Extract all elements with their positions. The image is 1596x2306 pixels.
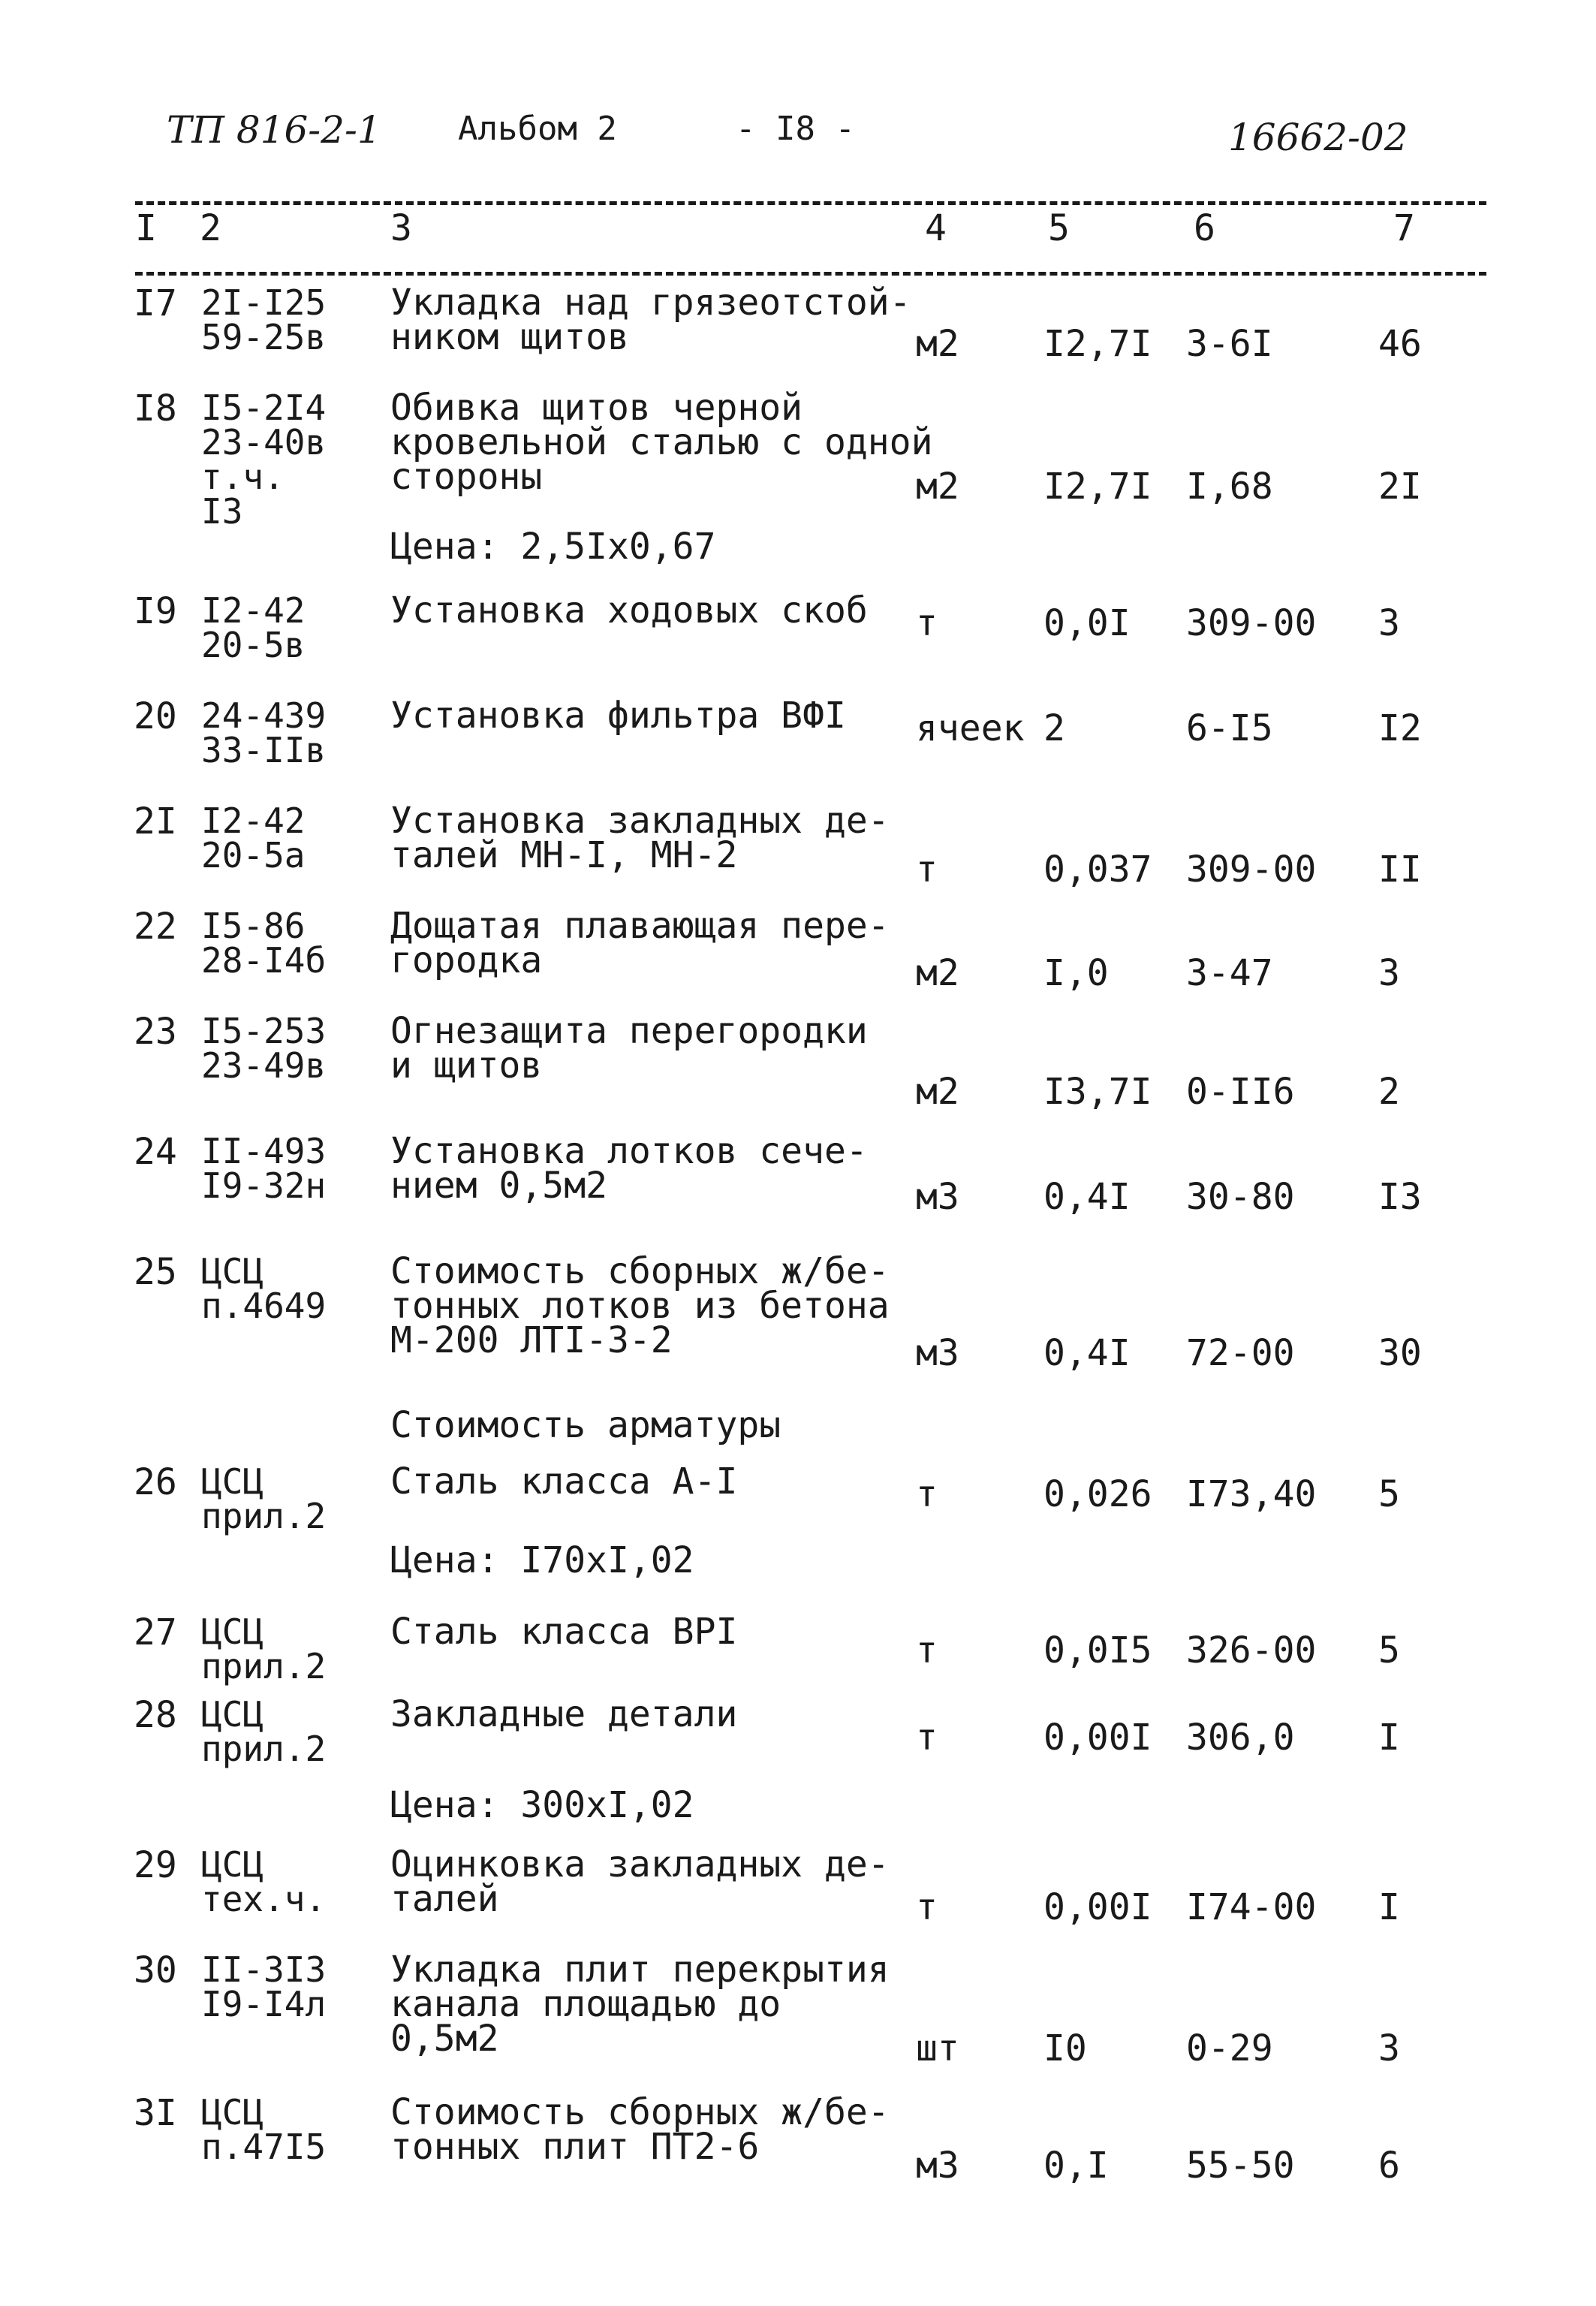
column-number-6: 6 [1194,207,1215,249]
work-name-line: Сталь класса ВРI [390,1611,738,1653]
norm-code-line: т.ч. [201,457,285,497]
work-name-line: талей МН-I, МН-2 [390,834,738,876]
work-name [390,387,933,498]
price-note: Стоимость арматуры [390,1404,781,1446]
work-name [390,1460,738,1503]
work-name [390,2091,890,2168]
norm-code-line: 20-5в [201,625,306,665]
row-number: I9 [134,590,177,632]
unit-price: 306,0 [1186,1717,1295,1759]
quantity: I3,7I [1043,1071,1152,1113]
row-number: I7 [134,282,177,324]
row-number: 20 [134,695,177,737]
work-name-line: Стоимость сборных ж/бе- [390,1250,890,1292]
unit: т [916,1886,938,1928]
total-cost: I [1378,1717,1400,1759]
unit: т [916,849,938,891]
work-name-line: нием 0,5м2 [390,1165,607,1207]
row-number: 2I [134,800,177,843]
norm-code-line: I3 [201,491,243,532]
row-number: I8 [134,387,177,430]
norm-code-line: 23-40в [201,422,327,463]
total-cost: I2 [1378,707,1422,749]
total-cost: 5 [1378,1629,1400,1671]
work-name-line: Обивка щитов черной [390,387,803,429]
work-name-line: тонных лотков из бетона [390,1285,890,1327]
norm-code-line: 2I-I25 [201,282,327,323]
quantity: 0,4I [1043,1332,1131,1374]
unit-price: 0-II6 [1186,1071,1295,1113]
work-name [390,1130,868,1207]
work-name-line: Укладка над грязеотстой- [390,282,911,324]
norm-code-line: прил.2 [201,1729,327,1769]
work-name-line: Установка лотков сече- [390,1130,868,1172]
column-number-4: 4 [925,207,947,249]
unit: м3 [916,1176,959,1218]
album-label: Альбом 2 [458,110,617,148]
quantity: I2,7I [1043,323,1152,365]
work-name [390,800,890,876]
unit-price: 3-47 [1186,952,1273,994]
work-name-line: кровельной сталью с одной [390,421,933,463]
quantity: 0,00I [1043,1886,1152,1928]
norm-code [201,590,306,665]
quantity: 0,026 [1043,1473,1152,1515]
norm-code-line: 33-IIв [201,730,327,770]
total-cost: 3 [1378,602,1400,644]
norm-code-line: I2-42 [201,590,306,631]
unit: м3 [916,1332,959,1374]
total-cost: I3 [1378,1176,1422,1218]
unit-price: I74-00 [1186,1886,1317,1928]
row-number: 30 [134,1949,177,1991]
work-name-line: стороны [390,456,543,498]
norm-code-line: ЦСЦ [201,1251,264,1292]
row-number: 29 [134,1844,177,1886]
norm-code [201,1694,327,1769]
norm-code [201,1611,327,1687]
unit-price: 55-50 [1186,2145,1295,2187]
column-number-7: 7 [1393,207,1415,249]
total-cost: 5 [1378,1473,1400,1515]
quantity: I2,7I [1043,466,1152,508]
work-name [390,1611,738,1653]
quantity: 2 [1043,707,1065,749]
price-note: Цена: 2,5Iх0,67 [390,526,716,568]
unit: м2 [916,323,959,365]
work-name-line: Оцинковка закладных де- [390,1843,890,1885]
total-cost: I [1378,1886,1400,1928]
work-name-line: тонных плит ПТ2-6 [390,2126,760,2168]
work-name [390,1949,890,2060]
page-number: - I8 - [736,110,855,148]
row-number: 27 [134,1611,177,1653]
quantity: I,0 [1043,952,1109,994]
unit-price: 30-80 [1186,1176,1295,1218]
norm-code-line: п.4649 [201,1286,327,1326]
work-name [390,1010,868,1087]
work-name-line: Сталь класса А-I [390,1460,738,1503]
total-cost: 2 [1378,1071,1400,1113]
norm-code-line: ЦСЦ [201,1694,264,1735]
total-cost: 30 [1378,1332,1422,1374]
row-number: 28 [134,1694,177,1736]
norm-code [201,1251,327,1326]
unit-price: I73,40 [1186,1473,1317,1515]
norm-code-line: I5-2I4 [201,387,327,428]
unit: м3 [916,2145,959,2187]
unit-price: 72-00 [1186,1332,1295,1374]
work-name-line: Установка ходовых скоб [390,589,868,632]
price-note: Цена: 300хI,02 [390,1784,694,1826]
header-bottom-divider [135,272,1486,276]
document-code: ТП 816-2-1 [167,108,381,152]
header-top-divider [135,201,1486,205]
quantity: 0,037 [1043,849,1152,891]
unit-price: 309-00 [1186,602,1317,644]
row-number: 25 [134,1251,177,1293]
norm-code [201,1011,327,1086]
norm-code [201,800,306,876]
norm-code-line: прил.2 [201,1496,327,1536]
norm-code-line: ЦСЦ [201,1844,264,1885]
unit-price: 309-00 [1186,849,1317,891]
norm-code-line: ЦСЦ [201,2092,264,2133]
norm-code [201,387,327,532]
norm-code-line: тех.ч. [201,1879,327,1919]
total-cost: 3 [1378,952,1400,994]
column-number-3: 3 [390,207,412,249]
unit: м2 [916,952,959,994]
unit: шт [916,2027,959,2069]
unit: т [916,1717,938,1759]
norm-code-line: 23-49в [201,1045,327,1086]
norm-code-line: прил.2 [201,1646,327,1687]
norm-code-line: I5-253 [201,1011,327,1051]
work-name-line: ником щитов [390,316,629,358]
total-cost: II [1378,849,1422,891]
total-cost: 3 [1378,2027,1400,2069]
work-name-line: Огнезащита перегородки [390,1010,868,1052]
work-name [390,695,846,737]
row-number: 23 [134,1011,177,1053]
norm-code-line: I9-I4л [201,1984,327,2024]
column-number-2: 2 [200,207,221,249]
work-name [390,1843,890,1920]
work-name-line: Стоимость сборных ж/бе- [390,2091,890,2133]
unit: т [916,1629,938,1671]
work-name [390,1693,738,1735]
norm-code-line: II-493 [201,1131,327,1171]
norm-code [201,1844,327,1919]
norm-code-line: II-3I3 [201,1949,327,1990]
unit-price: 3-6I [1186,323,1273,365]
work-name [390,905,890,981]
norm-code-line: 20-5а [201,835,306,876]
row-number: 3I [134,2092,177,2134]
document-number: 16662-02 [1228,116,1408,159]
column-number-1: I [135,207,157,249]
work-name-line: городка [390,939,543,981]
quantity: 0,00I [1043,1717,1152,1759]
unit: ячеек [916,707,1025,749]
norm-code [201,282,327,357]
norm-code-line: 28-I4б [201,940,327,981]
quantity: I0 [1043,2027,1087,2069]
quantity: 0,I [1043,2145,1109,2187]
work-name-line: Установка фильтра ВФI [390,695,846,737]
price-note: Цена: I70хI,02 [390,1539,694,1581]
norm-code-line: I9-32н [201,1165,327,1206]
norm-code [201,1949,327,2024]
norm-code-line: ЦСЦ [201,1611,264,1652]
work-name-line: талей [390,1878,499,1920]
norm-code-line: I2-42 [201,800,306,841]
work-name-line: 0,5м2 [390,2018,499,2060]
row-number: 24 [134,1131,177,1173]
work-name-line: Дощатая плавающая пере- [390,905,890,947]
quantity: 0,4I [1043,1176,1131,1218]
norm-code [201,1131,327,1206]
unit: т [916,602,938,644]
total-cost: 46 [1378,323,1422,365]
unit: м2 [916,466,959,508]
quantity: 0,0I [1043,602,1131,644]
unit: м2 [916,1071,959,1113]
unit: т [916,1473,938,1515]
unit-price: 0-29 [1186,2027,1273,2069]
work-name-line: Закладные детали [390,1693,738,1735]
norm-code [201,2092,327,2167]
norm-code-line: I5-86 [201,906,306,946]
norm-code [201,1461,327,1536]
work-name [390,1250,890,1361]
column-number-5: 5 [1048,207,1070,249]
total-cost: 2I [1378,466,1422,508]
row-number: 22 [134,906,177,948]
work-name-line: канала площадью до [390,1983,781,2025]
quantity: 0,0I5 [1043,1629,1152,1671]
row-number: 26 [134,1461,177,1503]
work-name-line: Укладка плит перекрытия [390,1949,890,1991]
norm-code-line: 59-25в [201,317,327,357]
work-name-line: М-200 ЛТI-3-2 [390,1319,673,1361]
work-name-line: Установка закладных де- [390,800,890,842]
unit-price: 326-00 [1186,1629,1317,1671]
work-name-line: и щитов [390,1044,543,1087]
norm-code [201,906,327,981]
total-cost: 6 [1378,2145,1400,2187]
norm-code [201,695,327,770]
norm-code-line: п.47I5 [201,2127,327,2167]
unit-price: 6-I5 [1186,707,1273,749]
unit-price: I,68 [1186,466,1273,508]
norm-code-line: ЦСЦ [201,1461,264,1502]
work-name [390,589,868,632]
work-name [390,282,911,358]
norm-code-line: 24-439 [201,695,327,736]
